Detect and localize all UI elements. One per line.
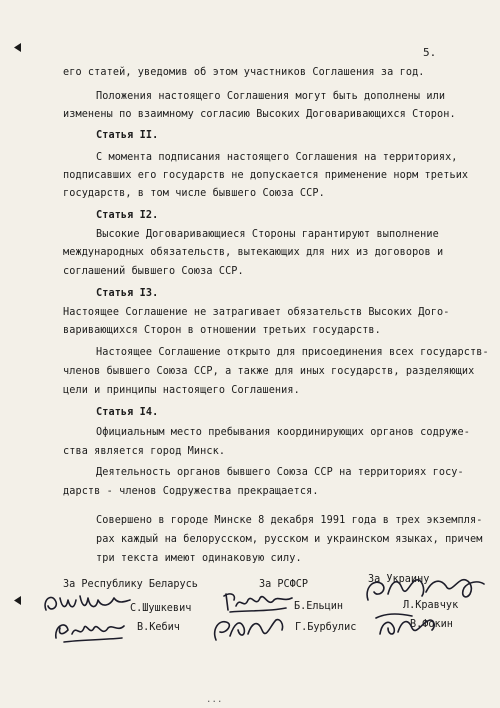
text-line: С момента подписания настоящего Соглашения на территориях,: [96, 152, 458, 163]
text-line: членов бывшего Союза ССР, а также для иных государств, разделяющих: [63, 366, 475, 377]
text-line: Настоящее Соглашение не затрагивает обязательств Высоких Дого-: [63, 307, 450, 318]
text-line: Положения настоящего Соглашения могут быть дополнены или: [96, 91, 446, 102]
text-line: цели и принципы настоящего Соглашения.: [63, 385, 300, 396]
text-line: Настоящее Соглашение открыто для присоединения всех государств-: [96, 347, 489, 358]
text-line: ства является город Минск.: [63, 446, 226, 457]
footer-mark: ...: [206, 695, 223, 705]
signatory-name: Г.Бурбулис: [295, 622, 357, 633]
text-line: изменены по взаимному согласию Высоких Договаривающихся Сторон.: [63, 109, 456, 120]
signatory-name: Б.Ельцин: [294, 601, 344, 612]
handwritten-signature-burbulis: [208, 610, 288, 646]
text-line: Деятельность органов бывшего Союза ССР на территориях госу-: [96, 467, 464, 478]
article-heading: Статья I3.: [96, 288, 159, 299]
text-line: международных обязательств, вытекающих для них из договоров и: [63, 247, 444, 258]
handwritten-signature-fokin: [368, 606, 440, 640]
handwritten-signature-kravchuk: [360, 572, 488, 606]
signature-heading-belarus: За Республику Беларусь: [63, 579, 198, 590]
signature-heading-rsfsr: За РСФСР: [259, 579, 309, 590]
punch-hole-mark: [14, 596, 21, 605]
text-line: Высокие Договаривающиеся Стороны гарантируют выполнение: [96, 229, 439, 240]
handwritten-signature-kebich: [50, 614, 132, 646]
article-heading: Статья II.: [96, 130, 159, 141]
signatory-name: В.Кебич: [137, 622, 180, 633]
text-line: государств, в том числе бывшего Союза ССР.: [63, 188, 325, 199]
text-line: рах каждый на белорусском, русском и украинском языках, причем: [96, 534, 483, 545]
text-line: Официальным место пребывания координирующих органов содруже-: [96, 427, 471, 438]
page-number: 5.: [423, 46, 437, 59]
text-line: подписавших его государств не допускается применение норм третьих: [63, 170, 469, 181]
signatory-name: С.Шушкевич: [130, 603, 192, 614]
text-line: дарств - членов Содружества прекращается.: [63, 486, 319, 497]
signatory-name: Л.Кравчук: [403, 600, 459, 611]
article-heading: Статья I2.: [96, 210, 159, 221]
text-line: три текста имеют одинаковую силу.: [96, 553, 302, 564]
signature-heading-ukraine: За Украину: [368, 574, 430, 585]
punch-hole-mark: [14, 43, 21, 52]
text-line: варивающихся Сторон в отношении третьих государств.: [63, 325, 381, 336]
article-heading: Статья I4.: [96, 407, 159, 418]
signatory-name: В.Фокин: [410, 619, 453, 630]
text-line: соглашений бывшего Союза ССР.: [63, 266, 244, 277]
text-line: его статей, уведомив об этом участников Соглашения за год.: [63, 67, 425, 78]
text-line: Совершено в городе Минске 8 декабря 1991 года в трех экземпля-: [96, 515, 483, 526]
